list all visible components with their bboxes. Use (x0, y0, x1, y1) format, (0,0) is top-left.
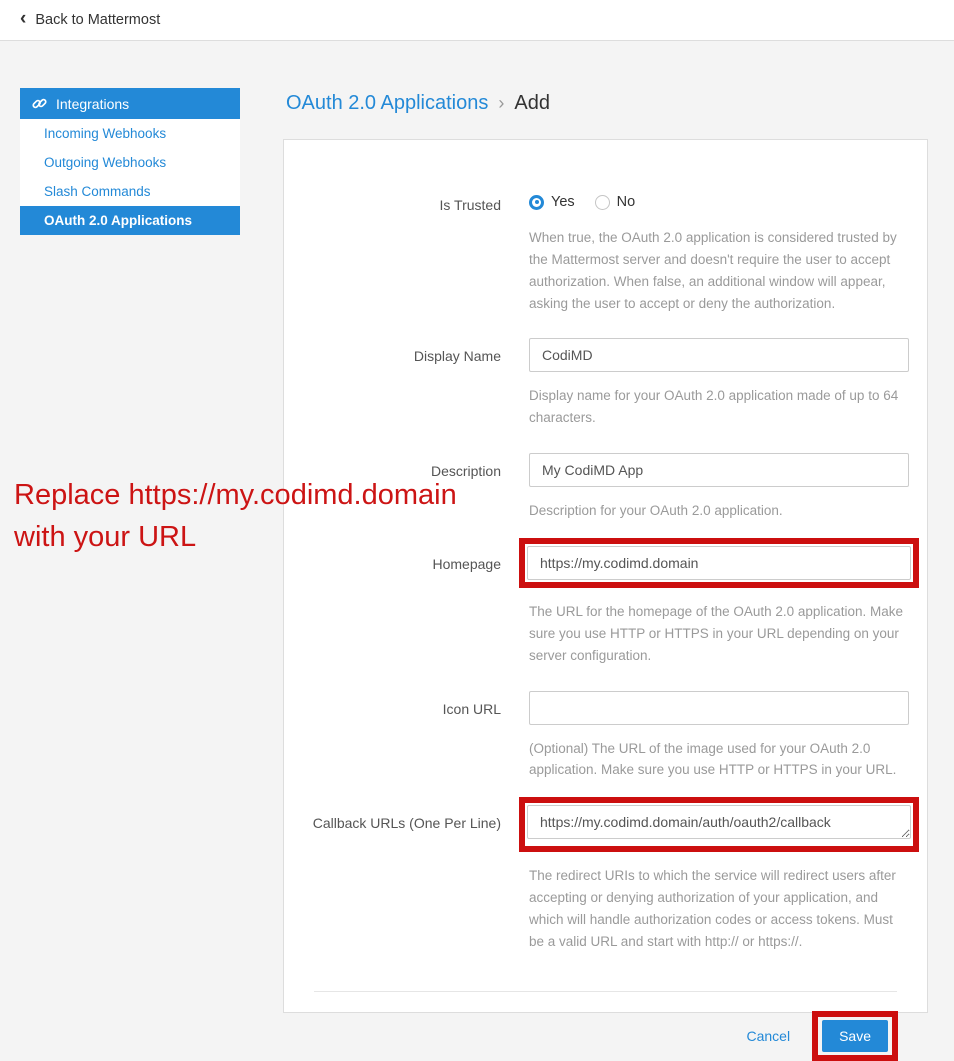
icon-url-label: Icon URL (442, 700, 501, 717)
breadcrumb (286, 92, 550, 115)
save-highlight-rectangle (812, 1011, 898, 1061)
description-help: Description for your OAuth 2.0 application. (529, 503, 783, 519)
breadcrumb-current: Add (514, 92, 550, 114)
is-trusted-help: When true, the OAuth 2.0 application is considered trusted by the Mattermost server and doesn't require the user to accept authorization. When false, an additional window will appear, asking the user to accept or deny the authorization. (529, 230, 897, 311)
display-name-row (299, 338, 912, 429)
display-name-label: Display Name (413, 348, 501, 365)
back-to-mattermost-link[interactable] (20, 8, 161, 29)
cancel-button[interactable]: Cancel (746, 1027, 791, 1044)
homepage-highlight-rectangle (519, 538, 919, 588)
annotation-line-2: with your URL (14, 521, 197, 554)
is-trusted-row (299, 187, 912, 314)
radio-unselected-icon[interactable] (595, 195, 610, 210)
callback-urls-textarea[interactable] (527, 805, 911, 839)
radio-selected-icon[interactable] (529, 195, 544, 210)
form-footer (299, 992, 912, 1052)
sidebar-item-oauth-applications[interactable]: OAuth 2.0 Applications (20, 206, 240, 235)
is-trusted-yes-label: Yes (551, 194, 575, 210)
description-label: Description (430, 463, 501, 480)
is-trusted-no-label: No (616, 194, 636, 210)
integrations-sidebar (20, 88, 240, 235)
top-bar (0, 0, 954, 41)
icon-url-input[interactable] (529, 691, 909, 725)
link-icon (32, 96, 47, 111)
save-button[interactable]: Save (822, 1020, 888, 1052)
homepage-help: The URL for the homepage of the OAuth 2.0 application. Make sure you use HTTP or HTTPS in your URL depending on your server configuration. (529, 604, 903, 663)
homepage-label: Homepage (432, 556, 501, 573)
annotation-line-1: Replace https://my.codimd.domain (14, 479, 457, 511)
sidebar-header-label: Integrations (56, 95, 130, 112)
is-trusted-label: Is Trusted (439, 197, 501, 213)
breadcrumb-separator-icon: › (498, 93, 505, 113)
sidebar-item-outgoing-webhooks[interactable]: Outgoing Webhooks (44, 155, 167, 170)
callback-urls-highlight-rectangle (519, 797, 919, 852)
sidebar-header-integrations[interactable] (20, 88, 240, 119)
oauth-add-form-panel (283, 139, 928, 1044)
display-name-input[interactable] (529, 338, 909, 372)
homepage-input[interactable] (527, 546, 911, 580)
display-name-help: Display name for your OAuth 2.0 application made of up to 64 characters. (529, 388, 899, 426)
callback-urls-help: The redirect URIs to which the service will redirect users after accepting or denying authorization of your application, and which will handle authorization codes or access tokens. Must be a valid URL and start with http:// or https://. (529, 868, 896, 949)
is-trusted-yes-radio[interactable] (529, 194, 575, 210)
description-input[interactable] (529, 453, 909, 487)
description-row (299, 453, 912, 522)
icon-url-row (299, 691, 912, 782)
callback-urls-row (299, 805, 912, 952)
icon-url-help: (Optional) The URL of the image used for your OAuth 2.0 application. Make sure you use HTTP or HTTPS in your URL. (529, 740, 897, 778)
back-link-label: Back to Mattermost (35, 12, 161, 28)
sidebar-item-slash-commands[interactable]: Slash Commands (44, 184, 151, 199)
back-chevron-icon: ‹ (20, 8, 27, 29)
homepage-row (299, 546, 912, 667)
sidebar-item-incoming-webhooks[interactable]: Incoming Webhooks (44, 126, 167, 141)
callback-urls-label: Callback URLs (One Per Line) (312, 815, 501, 832)
is-trusted-no-radio[interactable] (595, 194, 636, 210)
breadcrumb-parent-link[interactable]: OAuth 2.0 Applications (286, 92, 489, 114)
